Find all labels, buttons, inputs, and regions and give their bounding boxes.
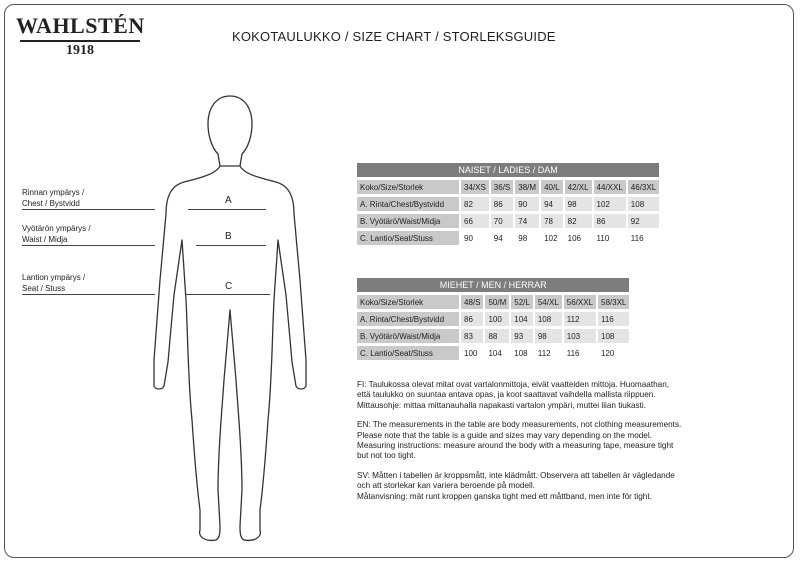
waist-pointer-line (22, 245, 155, 246)
notes-en (357, 420, 777, 462)
men-table-heading: MIEHET / MEN / HERRAR (357, 278, 629, 292)
size-header-cell: 36/S (491, 180, 513, 194)
value-cell: 86 (461, 312, 483, 326)
value-cell: 70 (491, 214, 513, 228)
size-header-cell: 44/XXL (594, 180, 626, 194)
seat-letter: C (225, 281, 233, 292)
note-line: och att storlekar kan variera beroende på modell. (357, 481, 535, 491)
waist-measure-label (22, 223, 91, 245)
value-cell: 112 (564, 312, 596, 326)
seat-label-line1: Lantion ympärys / (22, 273, 86, 282)
table-row (357, 197, 659, 211)
note-line: FI: Taulukossa olevat mitat ovat vartalonmittoja, eivät vaatteiden mittoja. Huomaathan, (357, 380, 670, 389)
note-line: Measuring instructions: measure around the body with a measuring tape, measure tight (357, 441, 674, 451)
size-header-cell: 46/3XL (628, 180, 659, 194)
chest-measure-label (22, 187, 84, 209)
seat-measure-line (186, 294, 270, 295)
value-cell: 92 (628, 214, 659, 228)
row-label-cell: B. Vyötärö/Waist/Midja (357, 329, 459, 343)
row-label-cell: A. Rinta/Chest/Bystvidd (357, 197, 459, 211)
measurement-notes (357, 380, 777, 511)
row-label-cell: B. Vyötärö/Waist/Midja (357, 214, 459, 228)
value-cell: 66 (461, 214, 489, 228)
table-row (357, 312, 629, 326)
men-size-table (355, 275, 631, 363)
value-cell: 98 (535, 329, 562, 343)
table-row (357, 231, 659, 245)
chest-pointer-line (22, 209, 155, 210)
value-cell: 78 (541, 214, 563, 228)
value-cell: 100 (461, 346, 483, 360)
table-row (357, 329, 629, 343)
value-cell: 108 (598, 329, 629, 343)
value-cell: 104 (485, 346, 509, 360)
size-header-cell: 58/3XL (598, 295, 629, 309)
value-cell: 108 (628, 197, 659, 211)
note-line: Måtanvisning: mät runt kroppen ganska tight med ett måttband, men inte för tight. (357, 491, 652, 501)
value-cell: 116 (598, 312, 629, 326)
value-cell: 88 (485, 329, 509, 343)
note-line: että taulukko on suuntaa antava opas, ja koot saattavat vaihdella mallista riippuen. (357, 390, 656, 400)
page-title: KOKOTAULUKKO / SIZE CHART / STORLEKSGUIDE (232, 29, 556, 44)
value-cell: 116 (628, 231, 659, 245)
notes-fi (357, 380, 777, 411)
value-cell: 108 (511, 346, 533, 360)
note-line: Mittausohje: mittaa mittanauhalla napakasti vartalon ympäri, muttei liian tiukasti. (357, 400, 646, 410)
value-cell: 102 (594, 197, 626, 211)
logo-rule (20, 40, 140, 42)
brand-year: 1918 (66, 43, 94, 58)
note-line: SV: Måtten i tabellen är kroppsmått, inte klädmått. Observera att tabellen är vägledande (357, 470, 675, 480)
table-row (357, 180, 659, 194)
chest-letter: A (225, 195, 232, 206)
value-cell: 83 (461, 329, 483, 343)
chest-label-line2: Chest / Bystvidd (22, 199, 80, 208)
size-header-cell: 56/XXL (564, 295, 596, 309)
table-row (357, 214, 659, 228)
table-row (357, 295, 629, 309)
size-header-cell: 34/XS (461, 180, 489, 194)
value-cell: 106 (565, 231, 592, 245)
value-cell: 98 (565, 197, 592, 211)
value-cell: 104 (511, 312, 533, 326)
value-cell: 116 (564, 346, 596, 360)
chest-label-line1: Rinnan ympärys / (22, 188, 85, 197)
value-cell: 86 (594, 214, 626, 228)
seat-pointer-line (22, 294, 155, 295)
value-cell: 74 (515, 214, 539, 228)
value-cell: 98 (515, 231, 539, 245)
value-cell: 108 (535, 312, 562, 326)
size-header-cell: 52/L (511, 295, 533, 309)
note-line: but not too tight. (357, 451, 416, 461)
notes-sv (357, 471, 777, 502)
waist-measure-line (196, 245, 266, 246)
women-table-heading: NAISET / LADIES / DAM (357, 163, 659, 177)
row-label-cell: A. Rinta/Chest/Bystvidd (357, 312, 459, 326)
value-cell: 94 (541, 197, 563, 211)
waist-letter: B (225, 231, 232, 242)
size-header-cell: 54/XL (535, 295, 562, 309)
brand-name: WAHLSTÉN (16, 13, 145, 38)
value-cell: 82 (565, 214, 592, 228)
waist-label-line2: Waist / Midja (22, 235, 68, 244)
seat-label-line2: Seat / Stuss (22, 284, 66, 293)
value-cell: 102 (541, 231, 563, 245)
row-label-cell: C. Lantio/Seat/Stuss (357, 346, 459, 360)
seat-measure-label (22, 272, 85, 294)
size-header-cell: 48/S (461, 295, 483, 309)
value-cell: 90 (515, 197, 539, 211)
value-cell: 90 (461, 231, 489, 245)
value-cell: 93 (511, 329, 533, 343)
size-header-cell: 50/M (485, 295, 509, 309)
women-size-table (355, 160, 661, 248)
value-cell: 112 (535, 346, 562, 360)
size-header-cell: 40/L (541, 180, 563, 194)
value-cell: 120 (598, 346, 629, 360)
waist-label-line1: Vyötärön ympärys / (22, 224, 91, 233)
value-cell: 103 (564, 329, 596, 343)
size-label-cell: Koko/Size/Storlek (357, 295, 459, 309)
note-line: Please note that the table is a guide and sizes may vary depending on the model. (357, 430, 652, 440)
value-cell: 94 (491, 231, 513, 245)
value-cell: 82 (461, 197, 489, 211)
table-row (357, 346, 629, 360)
size-header-cell: 42/XL (565, 180, 592, 194)
value-cell: 86 (491, 197, 513, 211)
body-silhouette-icon (150, 90, 310, 550)
chest-measure-line (188, 209, 266, 210)
value-cell: 100 (485, 312, 509, 326)
row-label-cell: C. Lantio/Seat/Stuss (357, 231, 459, 245)
size-header-cell: 38/M (515, 180, 539, 194)
value-cell: 110 (594, 231, 626, 245)
brand-logo (16, 14, 144, 58)
size-label-cell: Koko/Size/Storlek (357, 180, 459, 194)
note-line: EN: The measurements in the table are body measurements, not clothing measurements. (357, 420, 682, 430)
